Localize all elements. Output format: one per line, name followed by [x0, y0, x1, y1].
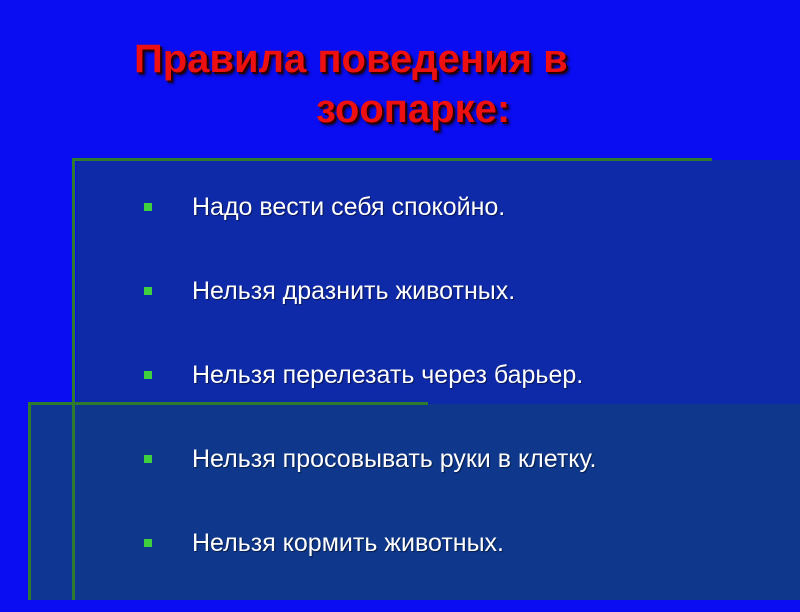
square-bullet-icon	[144, 539, 152, 547]
rule-text: Нельзя дразнить животных.	[192, 277, 516, 305]
rule-text: Нельзя кормить животных.	[192, 529, 504, 557]
accent-line-horizontal	[72, 158, 712, 161]
rule-text: Нельзя перелезать через барьер.	[192, 361, 584, 389]
accent-line-vertical-lower	[28, 404, 31, 600]
square-bullet-icon	[144, 287, 152, 295]
square-bullet-icon	[144, 455, 152, 463]
slide-title-line-2: зоопарке:	[316, 87, 511, 131]
content-panel-lower	[30, 404, 800, 600]
accent-line-horizontal-lower	[28, 402, 428, 405]
slide-title	[0, 34, 800, 134]
slide-title-line-1: Правила поведения в	[134, 37, 568, 81]
accent-line-vertical	[72, 160, 75, 600]
square-bullet-icon	[144, 371, 152, 379]
rule-text: Нельзя просовывать руки в клетку.	[192, 445, 597, 473]
rule-text: Надо вести себя спокойно.	[192, 193, 506, 221]
square-bullet-icon	[144, 203, 152, 211]
